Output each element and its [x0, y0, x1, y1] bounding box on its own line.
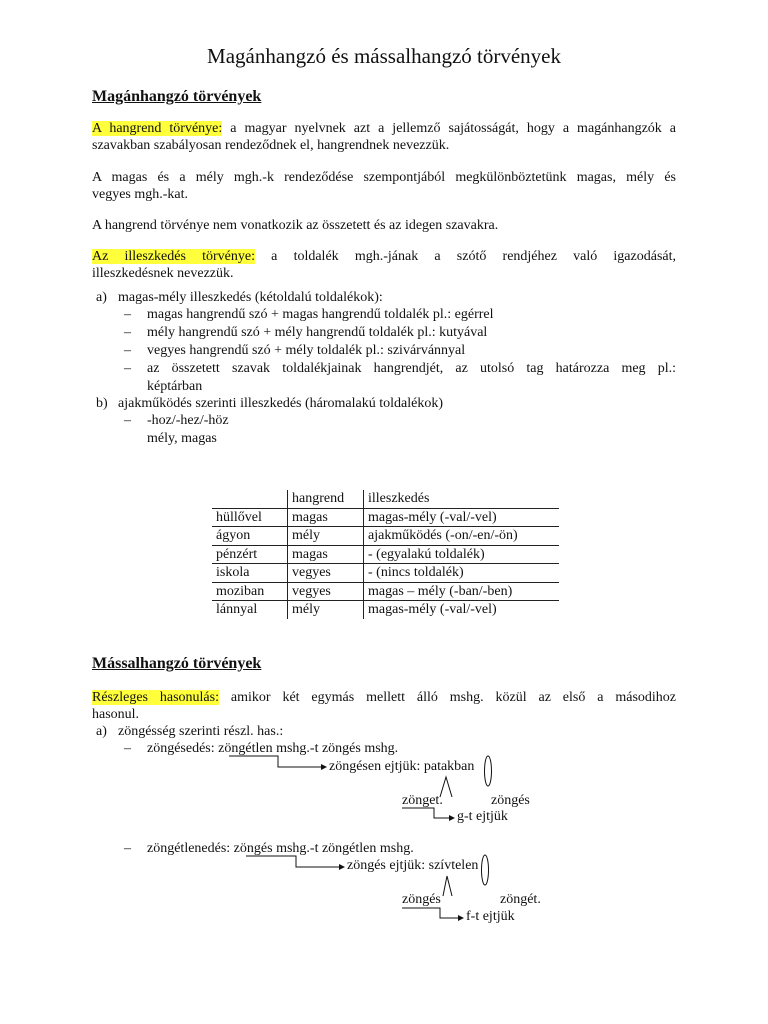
list-marker: a) [96, 290, 107, 305]
section-heading-vowels: Magánhangzó törvények [92, 88, 262, 105]
table-cell: magas – mély (-ban/-ben) [364, 582, 560, 601]
wedge-lines [443, 876, 452, 896]
highlighted-term: Részleges hasonulás: [92, 690, 219, 705]
arrow-connector [229, 756, 326, 767]
diagram-text: zöngés ejtjük: szívtelen [347, 858, 479, 873]
list-item: -hoz/-hez/-höz [147, 413, 229, 428]
diagram-text: zönget. [402, 793, 443, 808]
arrow-connector [402, 808, 454, 818]
table-cell: vegyes [288, 582, 364, 601]
table-cell: iskola [212, 564, 288, 583]
highlighted-term: A hangrend törvénye: [92, 121, 223, 136]
list-item: zöngésedés: zöngétlen mshg.-t zöngés mshg. [147, 741, 399, 756]
table-cell: magas-mély (-val/-vel) [364, 508, 560, 527]
table-cell: mély [288, 601, 364, 619]
paragraph-line: hasonul. [92, 707, 140, 722]
diagram-text: f-t ejtjük [466, 909, 515, 924]
list-item: magas-mély illeszkedés (kétoldalú toldalékok): [118, 290, 383, 305]
diagram-text: zöngés [402, 892, 441, 907]
paragraph-line: vegyes mgh.-kat. [92, 187, 189, 202]
diagram-text: g-t ejtjük [457, 809, 508, 824]
highlighted-term: Az illeszkedés törvénye: [92, 249, 255, 264]
text: a toldalék mgh.-jának a szótő rendjéhez való igazodását, [271, 249, 676, 264]
list-item: zöngétlenedés: zöngés mshg.-t zöngétlen mshg. [147, 841, 414, 856]
list-item: magas hangrendű szó + magas hangrendű toldalék pl.: egérrel [147, 307, 494, 322]
dash: – [124, 841, 131, 856]
table-cell: moziban [212, 582, 288, 601]
paragraph-line: A hangrend törvénye nem vonatkozik az összetett és az idegen szavakra. [92, 218, 499, 233]
text: a magyar nyelvnek azt a jellemző sajátosságát, hogy a magánhangzók a [230, 121, 677, 136]
list-item: mély, magas [147, 431, 217, 446]
list-item: képtárban [147, 379, 203, 394]
table-header: hangrend [288, 490, 364, 508]
dash: – [124, 413, 131, 428]
table-cell: pénzért [212, 545, 288, 564]
list-item: az összetett szavak toldalékjainak hangrendjét, az utolsó tag határozza meg pl.: [147, 361, 676, 376]
circle-mark [482, 855, 489, 885]
list-item: mély hangrendű szó + mély hangrendű toldalék pl.: kutyával [147, 325, 488, 340]
section-heading-consonants: Mássalhangzó törvények [92, 655, 262, 672]
dash: – [124, 741, 131, 756]
table-cell: - (egyalakú toldalék) [364, 545, 560, 564]
arrow-connector [246, 856, 344, 867]
paragraph-line: A magas és a mély mgh.-k rendeződése szempontjából megkülönböztetünk magas, mély és [92, 170, 676, 185]
paragraph-line: szavakban szabályosan rendeződnek el, hangrendnek nevezzük. [92, 138, 450, 153]
table-cell: lánnyal [216, 602, 258, 618]
table-header: illeszkedés [364, 490, 560, 508]
list-marker: b) [96, 396, 108, 411]
dash: – [124, 343, 131, 358]
dash: – [124, 361, 131, 376]
list-item: ajakműködés szerinti illeszkedés (háromalakú toldalékok) [118, 396, 444, 411]
list-marker: a) [96, 724, 107, 739]
table-cell: magas-mély (-val/-vel) [364, 601, 560, 619]
list-item: vegyes hangrendű szó + mély toldalék pl.: szivárvánnyal [147, 343, 466, 358]
table-cell: - (nincs toldalék) [364, 564, 560, 583]
table-cell: vegyes [288, 564, 364, 583]
dash: – [124, 307, 131, 322]
diagram-text: zöngés [491, 793, 530, 808]
table-cell: magas [288, 508, 364, 527]
table-cell: ajakműködés (-on/-en/-ön) [364, 527, 560, 546]
table-cell: mély [288, 527, 364, 546]
table-cell: hüllővel [212, 508, 288, 527]
circle-mark [485, 756, 492, 786]
table-cell: ágyon [212, 527, 288, 546]
text: amikor két egymás mellett álló mshg. közül az első a másodihoz [230, 690, 677, 705]
paragraph-line: illeszkedésnek nevezzük. [92, 266, 234, 281]
wedge-lines [440, 777, 452, 797]
table-cell: magas [288, 545, 364, 564]
diagram-text: zöngét. [500, 892, 541, 907]
diagram-text: zöngésen ejtjük: patakban [329, 759, 475, 774]
page-title: Magánhangzó és mássalhangzó törvények [207, 44, 561, 68]
dash: – [124, 325, 131, 340]
list-item: zöngésség szerinti részl. has.: [118, 724, 284, 739]
arrow-connector [402, 908, 463, 918]
